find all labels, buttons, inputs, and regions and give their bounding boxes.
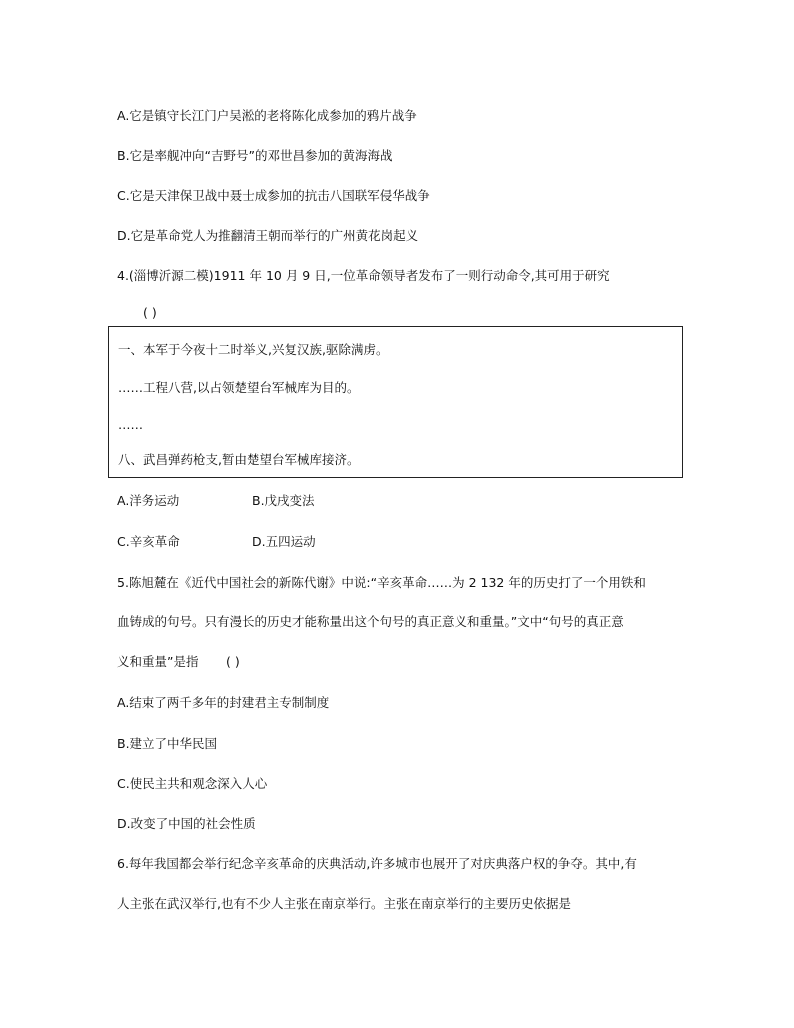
q4-box-line-2: ……工程八营,以占领楚望台军械库为目的。 [118,380,360,395]
q4-option-b: B.戊戌变法 [252,493,315,508]
q5-answer-paren: ( ) [226,654,240,669]
q4-option-c: C.辛亥革命 [117,534,180,549]
q4-option-d: D.五四运动 [252,534,316,549]
q5-stem-line-2: 血铸成的句号。只有漫长的历史才能称量出这个句号的真正意义和重量。”文中“句号的真正意 [117,614,624,629]
q4-box-line-3: …… [118,417,143,432]
q6-stem-line-2: 人主张在武汉举行,也有不少人主张在南京举行。主张在南京举行的主要历史依据是 [117,896,571,911]
q3-option-a: A.它是镇守长江门户吴淞的老将陈化成参加的鸦片战争 [117,108,417,123]
q4-box-line-1: 一、本军于今夜十二时举义,兴复汉族,驱除满虏。 [118,342,389,357]
q3-option-b: B.它是率舰冲向“吉野号”的邓世昌参加的黄海海战 [117,148,393,163]
q4-stem: 4.(淄博沂源二模)1911 年 10 月 9 日,一位革命领导者发布了一则行动命令,其可用于研究 [117,268,610,283]
q5-stem-line-3: 义和重量”是指 [117,654,199,669]
q5-option-b: B.建立了中华民国 [117,736,218,751]
q5-option-a: A.结束了两千多年的封建君主专制制度 [117,695,330,710]
q4-box-line-4: 八、武昌弹药枪支,暂由楚望台军械库接济。 [118,452,360,467]
q3-option-c: C.它是天津保卫战中聂士成参加的抗击八国联军侵华战争 [117,188,430,203]
q3-option-d: D.它是革命党人为推翻清王朝而举行的广州黄花岗起义 [117,228,419,243]
q5-option-c: C.使民主共和观念深入人心 [117,776,268,791]
q5-stem-line-1: 5.陈旭麓在《近代中国社会的新陈代谢》中说:“辛亥革命……为 2 132 年的历史打了一个用铁和 [117,575,646,590]
q4-order-box [108,326,683,478]
q4-answer-paren: ( ) [143,305,157,320]
q5-option-d: D.改变了中国的社会性质 [117,816,256,831]
q6-stem-line-1: 6.每年我国都会举行纪念辛亥革命的庆典活动,许多城市也展开了对庆典落户权的争夺。其中,有 [117,856,637,871]
q4-option-a: A.洋务运动 [117,493,180,508]
